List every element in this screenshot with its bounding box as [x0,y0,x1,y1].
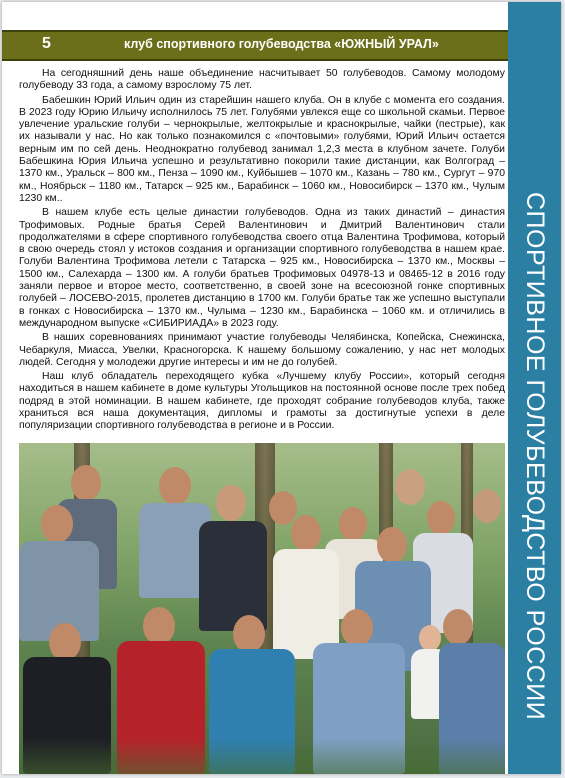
person-body [199,521,267,631]
grass-foreground [19,739,505,774]
article-paragraph: Бабешкин Юрий Ильич один из старейшин нашего клуба. Он в клубе с момента его создания. В 2023 году Юрию Ильичу исполнилось 75 лет. Голубями увлекся еще со школьной скамьи. Первое увлечение уральские голуби – чернокрылые, желтокрылые и краснокрылые, чайки (пестрые), как их называли у нас. Но как только познакомился с «почтовыми» голубями, Юрий Ильич остается верным им по сей день. Неоднократно голубевод занимал 1,2,3 места в клубном зачете. Голуби Бабешкина Юрия Ильича успешно и результативно покорили такие дистанции, как Волгоград – 1370 км., Уральск – 800 км., Пенза – 1090 км., Куйбышев – 1070 км., Казань – 780 км., Сургут – 970 км., Ноябрьск – 1180 км., Татарск – 925 км., Барабинск – 1060 км., Новосибирск – 1370 км., Чулым 1230 км.. [19,94,505,204]
person-head [233,615,265,653]
person-head [216,485,246,521]
person-head [443,609,473,645]
header-title: клуб спортивного голубеводства «ЮЖНЫЙ УРАЛ» [124,37,439,51]
person-head [71,465,101,501]
vertical-section-title: СПОРТИВНОЕ ГОЛУБЕВОДСТВО РОССИИ [521,192,549,721]
person-head [427,501,455,535]
article-paragraph: Наш клуб обладатель переходящего кубка «Лучшему клубу России», который сегодня находиться в нашем кабинете в доме культуры Угольщиков на постоянной основе после трех побед подряд в этой номинации. В нашем кабинете, где проходят собрание голубеводов клуба, также храниться вся наша документация, дипломы и грамоты за достигнутые успехи в деле популяризации спортивного голубеводства в регионе и в России. [19,371,505,432]
article-paragraph: В наших соревнованиях принимают участие голубеводы Челябинска, Копейска, Снежинска, Чебаркуля, Миасса, Увелки, Красногорска. К нашему большому сожалению, у нас нет молодых людей. Сегодня у молодежи другие интересы и им не до голубей. [19,332,505,368]
person-head [473,489,501,523]
page-header-bar [2,30,508,61]
group-photo [19,443,505,774]
person-head [49,623,81,661]
person-head [159,467,191,505]
person-head [419,625,441,651]
page-number: 5 [42,35,51,52]
side-band [508,2,561,774]
person-head [269,491,297,525]
article-text [19,68,505,435]
article-paragraph: В нашем клубе есть целые династии голубеводов. Одна из таких династий – династия Трофимовых. Родные братья Серей Валентинович и Дмитрий Валентинович стали продолжателями в сфере спортивного голубеводства своего отца Валентина Трофимова, который в свою очередь стоял у истоков создания и организации спортивного голубеводства в нашем крае. Голуби Валентина Трофимова летели с Татарска – 925 км., Новосибирска – 1370 км., Москвы – 1500 км., Салехарда – 1300 км. А голуби братьев Трофимовых 04978-13 и 08465-12 в 2016 году заняли первое и второе место, соответственно, в своей зоне на всесоюзной гонке спортивных голубей – ЛОСЕВО-2015, пролетев дистанцию в 1700 км. Голуби братье так же успешно выступали в гонках с Новосибирска – 1370 км., Чулыма – 1230 км., Барабинска – 1060 км. и отличились в международном выпуске «СИБИРИАДА» в 2023 году. [19,207,505,329]
person-head [395,469,425,505]
magazine-page [2,2,561,774]
person-head [291,515,321,551]
person-head [339,507,367,541]
person-head [377,527,407,563]
person-head [341,609,373,647]
article-paragraph: На сегодняшний день наше объединение насчитывает 50 голубеводов. Самому молодому голубеводу 33 года, а самому взрослому 75 лет. [19,68,505,92]
person-head [41,505,73,543]
person-head [143,607,175,645]
